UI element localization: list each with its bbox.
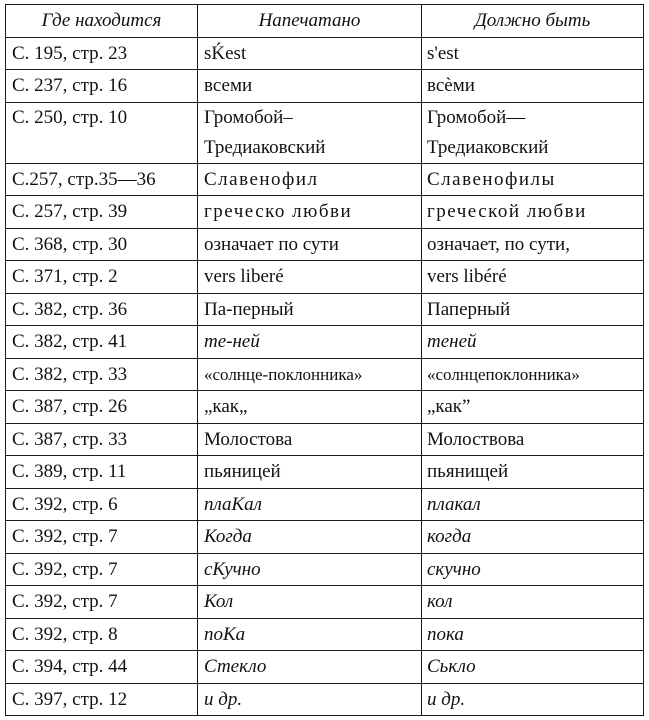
- table-row: [6, 163, 644, 196]
- table-row: [6, 651, 644, 684]
- cell-location: С. 387, стр. 33: [6, 423, 198, 456]
- table-row: [6, 423, 644, 456]
- cell-should-be: Молоствова: [422, 423, 644, 456]
- table-row: [6, 683, 644, 716]
- cell-location: С. 237, стр. 16: [6, 70, 198, 103]
- cell-location: С. 392, стр. 7: [6, 521, 198, 554]
- cell-location: С. 195, стр. 23: [6, 37, 198, 70]
- cell-location: С. 394, стр. 44: [6, 651, 198, 684]
- cell-printed: поКа: [198, 618, 422, 651]
- cell-location: С. 368, стр. 30: [6, 228, 198, 261]
- cell-should-be: теней: [422, 326, 644, 359]
- header-should-be: Должно быть: [422, 5, 644, 38]
- cell-should-be: кол: [422, 586, 644, 619]
- table-row: [6, 488, 644, 521]
- errata-body: [6, 37, 644, 716]
- cell-should-be: греческой любви: [422, 196, 644, 229]
- table-row: [6, 521, 644, 554]
- cell-printed: плаКал: [198, 488, 422, 521]
- cell-should-be: s'est: [422, 37, 644, 70]
- cell-should-be: Громобой— Тредиаковский: [422, 102, 644, 163]
- cell-should-be: когда: [422, 521, 644, 554]
- cell-should-be: скучно: [422, 553, 644, 586]
- table-row: [6, 358, 644, 391]
- cell-location: С. 382, стр. 41: [6, 326, 198, 359]
- cell-location: С. 387, стр. 26: [6, 391, 198, 424]
- cell-location: С. 392, стр. 7: [6, 553, 198, 586]
- cell-location: С. 250, стр. 10: [6, 102, 198, 163]
- cell-printed: Когда: [198, 521, 422, 554]
- cell-should-be: vers libéré: [422, 261, 644, 294]
- table-row: [6, 70, 644, 103]
- table-row: [6, 553, 644, 586]
- cell-should-be: пьянищей: [422, 456, 644, 489]
- cell-printed: Па-перный: [198, 293, 422, 326]
- header-location: Где находится: [6, 5, 198, 38]
- table-row: [6, 37, 644, 70]
- cell-printed: „как„: [198, 391, 422, 424]
- header-printed: Напечатано: [198, 5, 422, 38]
- cell-printed: сКучно: [198, 553, 422, 586]
- cell-printed: греческо любви: [198, 196, 422, 229]
- cell-location: С. 392, стр. 7: [6, 586, 198, 619]
- table-row: [6, 456, 644, 489]
- cell-should-be: и др.: [422, 683, 644, 716]
- table-row: [6, 293, 644, 326]
- cell-printed: те-ней: [198, 326, 422, 359]
- cell-should-be: означает, по сути,: [422, 228, 644, 261]
- cell-printed: Славенофил: [198, 163, 422, 196]
- cell-printed: означает по сути: [198, 228, 422, 261]
- table-row: [6, 618, 644, 651]
- errata-table: [5, 4, 644, 716]
- cell-location: С. 392, стр. 6: [6, 488, 198, 521]
- cell-location: С. 397, стр. 12: [6, 683, 198, 716]
- cell-location: С. 382, стр. 33: [6, 358, 198, 391]
- cell-should-be: Ськло: [422, 651, 644, 684]
- cell-should-be: Славенофилы: [422, 163, 644, 196]
- cell-should-be: плакал: [422, 488, 644, 521]
- cell-location: С.257, стр.35—36: [6, 163, 198, 196]
- cell-printed: и др.: [198, 683, 422, 716]
- cell-location: С. 392, стр. 8: [6, 618, 198, 651]
- cell-location: С. 371, стр. 2: [6, 261, 198, 294]
- cell-should-be: „как”: [422, 391, 644, 424]
- cell-printed: Громобой– Тредиаковский: [198, 102, 422, 163]
- cell-printed: «солнце-поклонника»: [198, 358, 422, 391]
- table-row: [6, 102, 644, 163]
- cell-location: С. 389, стр. 11: [6, 456, 198, 489]
- table-row: [6, 261, 644, 294]
- cell-printed: Молостова: [198, 423, 422, 456]
- table-row: [6, 586, 644, 619]
- header-row: [6, 5, 644, 38]
- table-row: [6, 326, 644, 359]
- cell-printed: sḰest: [198, 37, 422, 70]
- cell-printed: Кол: [198, 586, 422, 619]
- cell-location: С. 257, стр. 39: [6, 196, 198, 229]
- cell-printed: всеми: [198, 70, 422, 103]
- cell-printed: Стекло: [198, 651, 422, 684]
- cell-should-be: «солнцепоклонника»: [422, 358, 644, 391]
- table-row: [6, 391, 644, 424]
- table-row: [6, 228, 644, 261]
- cell-should-be: пока: [422, 618, 644, 651]
- table-row: [6, 196, 644, 229]
- cell-printed: vers liberé: [198, 261, 422, 294]
- cell-should-be: Паперный: [422, 293, 644, 326]
- cell-printed: пьяницей: [198, 456, 422, 489]
- cell-location: С. 382, стр. 36: [6, 293, 198, 326]
- cell-should-be: всѐми: [422, 70, 644, 103]
